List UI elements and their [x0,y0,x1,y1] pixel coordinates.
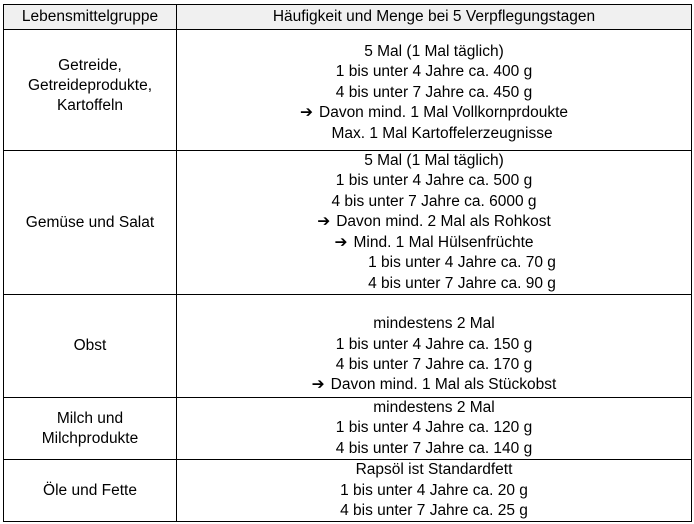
table-row [4,151,692,295]
frequency-line: 4 bis unter 7 Jahre ca. 25 g [340,502,528,520]
frequency-line: 4 bis unter 7 Jahre ca. 450 g [335,83,533,101]
table-header-row [4,5,692,30]
table-row [4,295,692,398]
food-group-cell [4,398,177,460]
food-group-label: Milch und [56,409,124,427]
food-group-label: Getreide, [58,57,122,74]
food-group-cell [4,460,177,522]
arrow-right-icon: ➔ [334,233,348,251]
frequency-cell [177,151,692,295]
frequency-line: 1 bis unter 4 Jahre ca. 20 g [340,481,528,499]
food-group-label: Gemüse und Salat [25,213,155,231]
table-row [4,30,692,151]
frequency-line: 1 bis unter 4 Jahre ca. 120 g [335,419,533,437]
arrow-right-icon: ➔ [300,104,313,122]
arrow-right-icon: ➔ [317,213,331,231]
frequency-line: ➔ Davon mind. 1 Mal als Stückobst [177,375,691,395]
nutrition-table [3,4,692,522]
frequency-line: 4 bis unter 7 Jahre ca. 170 g [335,356,533,373]
food-group-label: Kartoffeln [56,97,124,114]
frequency-line: 5 Mal (1 Mal täglich) [364,42,504,60]
frequency-line: ➔ Davon mind. 2 Mal als Rohkost [177,212,691,232]
frequency-line: 5 Mal (1 Mal täglich) [364,152,504,170]
table-row [4,398,692,460]
food-group-cell [4,151,177,295]
table-row [4,460,692,522]
frequency-cell [177,30,692,151]
frequency-line: 1 bis unter 4 Jahre ca. 400 g [335,63,533,81]
food-group-label: Öle und Fette [43,481,137,499]
frequency-line: Max. 1 Mal Kartoffelerzeugnisse [331,124,553,142]
frequency-line: 1 bis unter 4 Jahre ca. 150 g [335,335,533,353]
food-group-cell [4,30,177,151]
frequency-cell [177,460,692,522]
frequency-cell [177,295,692,398]
frequency-line: mindestens 2 Mal [373,399,495,416]
frequency-line: 4 bis unter 7 Jahre ca. 90 g [368,274,556,292]
frequency-line: Rapsöl ist Standardfett [355,461,513,479]
frequency-line: ➔ Mind. 1 Mal Hülsenfrüchte [177,233,691,253]
food-group-label: Getreideprodukte, [27,77,153,94]
frequency-line: ➔ Davon mind. 1 Mal Vollkornprdoukte [177,103,691,123]
arrow-right-icon: ➔ [311,376,325,394]
frequency-line: 4 bis unter 7 Jahre ca. 6000 g [331,192,537,210]
frequency-cell [177,398,692,460]
frequency-line: 1 bis unter 4 Jahre ca. 70 g [368,254,556,272]
food-group-label: Milchprodukte [41,429,139,447]
food-group-label: Obst [73,337,107,354]
header-frequency-amount: Häufigkeit und Menge bei 5 Verpflegungstagen [177,5,692,30]
frequency-line: 4 bis unter 7 Jahre ca. 140 g [335,439,533,457]
food-group-cell [4,295,177,398]
header-food-group: Lebensmittelgruppe [4,5,177,30]
frequency-line: mindestens 2 Mal [373,315,495,333]
frequency-line: 1 bis unter 4 Jahre ca. 500 g [335,172,533,190]
